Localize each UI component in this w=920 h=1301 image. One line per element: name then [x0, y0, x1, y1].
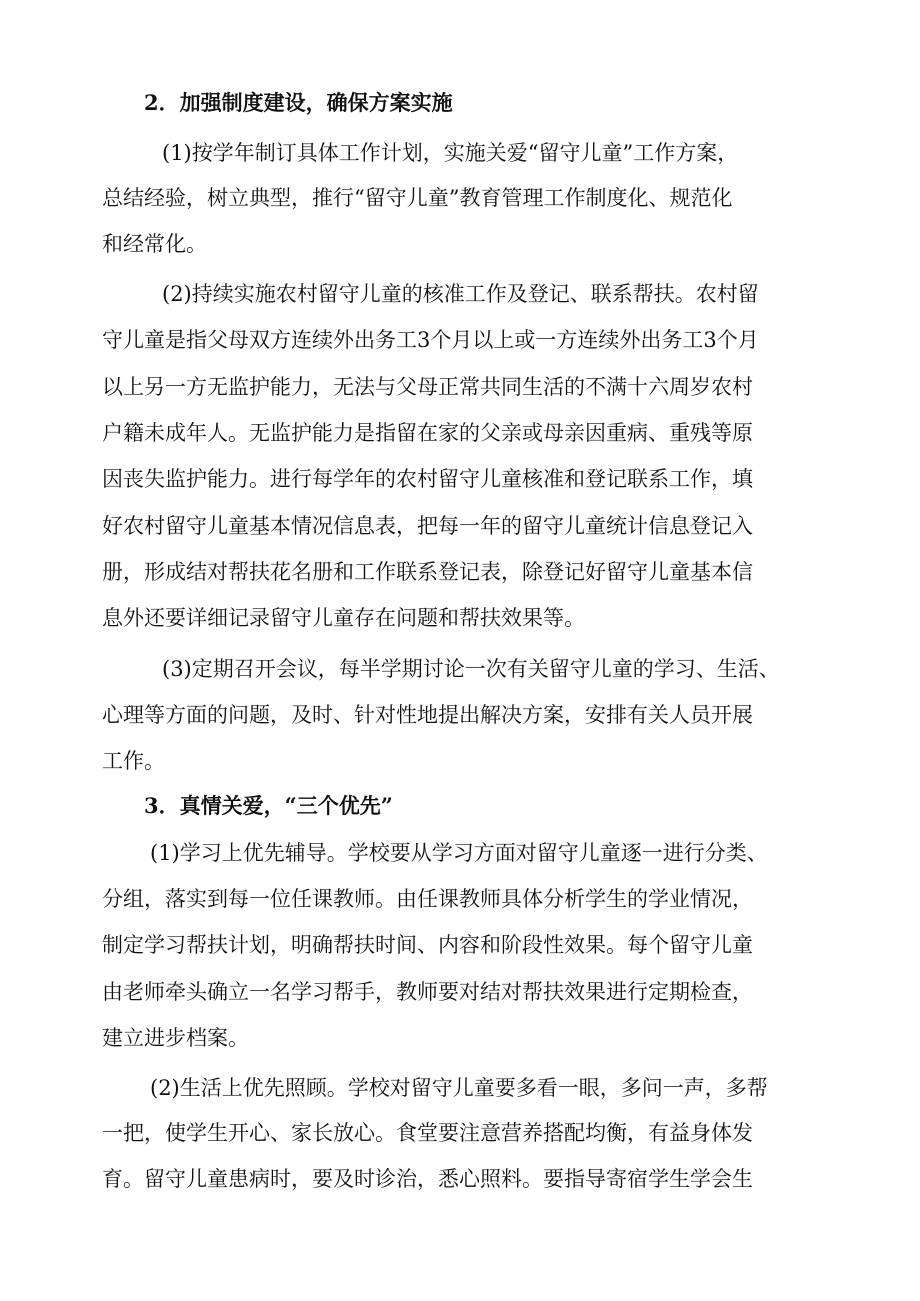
section2-item2-line-5: 因丧失监护能力。进行每学年的农村留守儿童核准和登记联系工作，填	[102, 467, 753, 491]
section2-item1-line-1: (1)按学年制订具体工作计划，实施关爱“留守儿童”工作方案，	[162, 141, 739, 165]
section3-item1-line-2: 分组，落实到每一位任课教师。由任课教师具体分析学生的学业情况，	[102, 887, 753, 911]
section2-item2-line-8: 息外还要详细记录留守儿童存在问题和帮扶效果等。	[102, 606, 585, 630]
section3-item1-line-1: (1)学习上优先辅导。学校要从学习方面对留守儿童逐一进行分类、	[150, 841, 768, 865]
section3-item1-line-4: 由老师牵头确立一名学习帮手，教师要对结对帮扶效果进行定期检查，	[102, 980, 753, 1004]
section3-item1-line-5: 建立进步档案。	[102, 1026, 249, 1050]
section3-heading: 3．真情关爱，“三个优先”	[144, 793, 393, 818]
section3-item1-line-3: 制定学习帮扶计划，明确帮扶时间、内容和阶段性效果。每个留守儿童	[102, 933, 753, 957]
section2-item2-line-3: 以上另一方无监护能力，无法与父母正常共同生活的不满十六周岁农村	[102, 375, 753, 399]
section2-item2-line-7: 册，形成结对帮扶花名册和工作联系登记表，除登记好留守儿童基本信	[102, 560, 753, 584]
section2-item3-line-2: 心理等方面的问题，及时、针对性地提出解决方案，安排有关人员开展	[102, 703, 753, 727]
section2-item2-line-1: (2)持续实施农村留守儿童的核准工作及登记、联系帮扶。农村留	[162, 282, 759, 306]
section2-heading: 2．加强制度建设，确保方案实施	[144, 90, 453, 115]
section2-item1-line-2: 总结经验，树立典型，推行“留守儿童”教育管理工作制度化、规范化	[102, 186, 733, 210]
section2-item1-line-3: 和经常化。	[102, 232, 207, 256]
section3-item2-line-3: 育。留守儿童患病时，要及时诊治，悉心照料。要指导寄宿学生学会生	[102, 1167, 753, 1191]
section2-item3-line-1: (3)定期召开会议，每半学期讨论一次有关留守儿童的学习、生活、	[162, 657, 780, 681]
section2-item2-line-6: 好农村留守儿童基本情况信息表，把每一年的留守儿童统计信息登记入	[102, 514, 753, 538]
section2-item2-line-4: 户籍未成年人。无监护能力是指留在家的父亲或母亲因重病、重残等原	[102, 421, 753, 445]
section3-item2-line-1: (2)生活上优先照顾。学校对留守儿童要多看一眼，多问一声，多帮	[150, 1076, 768, 1100]
section3-item2-line-2: 一把，使学生开心、家长放心。食堂要注意营养搭配均衡，有益身体发	[102, 1121, 753, 1145]
section2-item2-line-2: 守儿童是指父母双方连续外出务工3个月以上或一方连续外出务工3个月	[102, 328, 759, 352]
section2-item3-line-3: 工作。	[102, 749, 165, 773]
